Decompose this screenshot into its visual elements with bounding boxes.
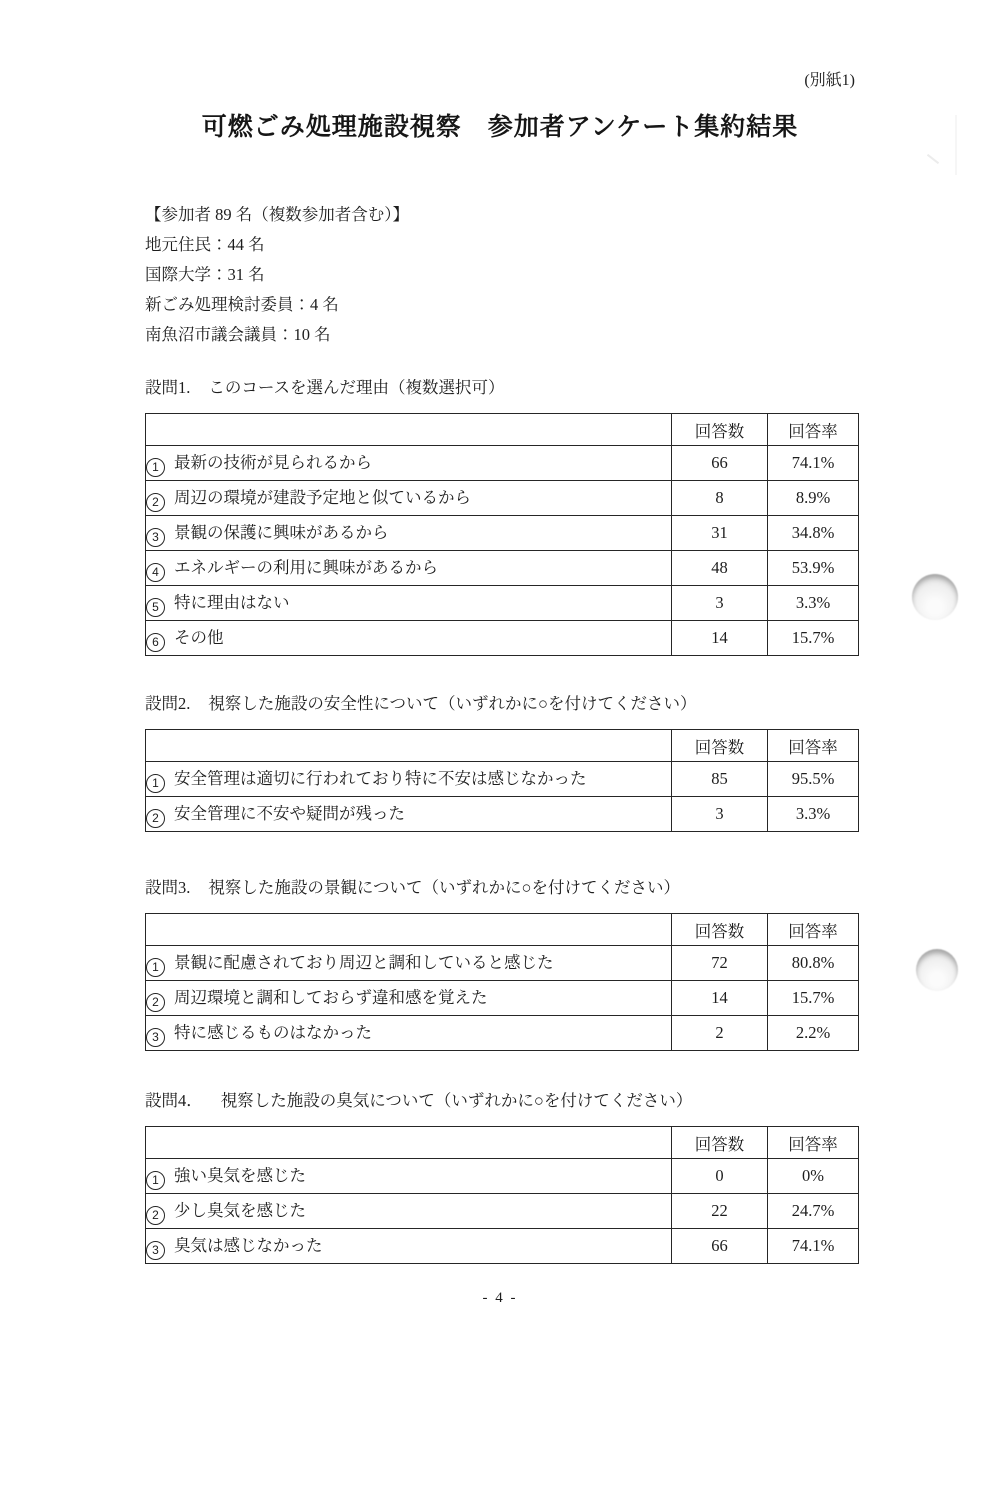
answer-item-cell: [146, 1159, 672, 1194]
header-rate-cell: 回答率: [768, 730, 859, 762]
answer-item-cell: [146, 621, 672, 656]
answer-text: 周辺の環境が建設予定地と似ているから: [174, 488, 471, 508]
answer-text: その他: [174, 628, 224, 648]
answer-rate-cell: 24.7%: [768, 1194, 859, 1229]
table-row: [146, 1194, 859, 1229]
table-row: [146, 762, 859, 797]
circled-number: 3: [146, 1241, 165, 1260]
circled-number: 5: [146, 598, 165, 617]
table-row: [146, 1016, 859, 1051]
answer-rate-cell: 80.8%: [768, 946, 859, 981]
header-item-cell: [146, 414, 672, 446]
table-row: [146, 586, 859, 621]
answer-count-cell: 3: [672, 586, 768, 621]
circled-number: 6: [146, 633, 165, 652]
header-count-cell: 回答数: [672, 1127, 768, 1159]
answer-item-cell: [146, 1016, 672, 1051]
answer-rate-cell: 74.1%: [768, 1229, 859, 1264]
answer-item-cell: [146, 1194, 672, 1229]
question-3-table: [145, 913, 859, 1051]
question-block-4: [145, 1089, 855, 1264]
scan-scratch-mark: [927, 154, 939, 164]
answer-text: 安全管理は適切に行われており特に不安は感じなかった: [174, 769, 587, 789]
table-row: [146, 981, 859, 1016]
answer-rate-cell: 53.9%: [768, 551, 859, 586]
table-header-row: [146, 414, 859, 446]
header-count-cell: 回答数: [672, 914, 768, 946]
table-row: [146, 481, 859, 516]
scan-hole-punch-shadow: [916, 949, 958, 991]
question-2-heading: [145, 692, 855, 716]
circled-number: 4: [146, 563, 165, 582]
scanned-document: [0, 70, 1000, 1485]
answer-item-cell: [146, 981, 672, 1016]
table-row: [146, 1159, 859, 1194]
question-block-2: [145, 692, 855, 832]
answer-item-cell: [146, 797, 672, 832]
participants-summary: [145, 200, 855, 350]
participants-heading: 【参加者 89 名（複数参加者含む）】: [145, 205, 409, 224]
table-row: [146, 946, 859, 981]
question-4-heading: [145, 1089, 855, 1113]
page-title: 可燃ごみ処理施設視察 参加者アンケート集約結果: [201, 114, 799, 141]
answer-text: 臭気は感じなかった: [174, 1236, 323, 1256]
question-3-heading: [145, 876, 855, 900]
question-3-title: 視察した施設の景観について（いずれかに○を付けてください）: [208, 878, 681, 897]
header-item-cell: [146, 730, 672, 762]
scan-hole-punch-shadow: [912, 574, 958, 620]
circled-number: 2: [146, 993, 165, 1012]
answer-count-cell: 31: [672, 516, 768, 551]
answer-count-cell: 72: [672, 946, 768, 981]
question-2-label: 設問2.: [145, 694, 191, 713]
question-2-table: [145, 729, 859, 832]
answer-item-cell: [146, 516, 672, 551]
answer-count-cell: 22: [672, 1194, 768, 1229]
answer-rate-cell: 15.7%: [768, 621, 859, 656]
table-row: [146, 446, 859, 481]
table-header-row: [146, 914, 859, 946]
page-number: - 4 -: [482, 1290, 518, 1306]
answer-count-cell: 66: [672, 1229, 768, 1264]
answer-text: エネルギーの利用に興味があるから: [174, 558, 438, 578]
answer-count-cell: 0: [672, 1159, 768, 1194]
circled-number: 1: [146, 774, 165, 793]
table-row: [146, 621, 859, 656]
answer-text: 最新の技術が見られるから: [174, 453, 372, 473]
circled-number: 1: [146, 1171, 165, 1190]
circled-number: 1: [146, 458, 165, 477]
answer-rate-cell: 8.9%: [768, 481, 859, 516]
answer-item-cell: [146, 1229, 672, 1264]
answer-text: 特に感じるものはなかった: [174, 1023, 372, 1043]
header-rate-cell: 回答率: [768, 1127, 859, 1159]
answer-item-cell: [146, 481, 672, 516]
answer-text: 周辺環境と調和しておらず違和感を覚えた: [174, 988, 488, 1008]
table-header-row: [146, 1127, 859, 1159]
question-4-table: [145, 1126, 859, 1264]
question-1-table: [145, 413, 859, 656]
header-count-cell: 回答数: [672, 414, 768, 446]
circled-number: 3: [146, 1028, 165, 1047]
question-4-title: 視察した施設の臭気について（いずれかに○を付けてください）: [220, 1091, 693, 1110]
answer-rate-cell: 34.8%: [768, 516, 859, 551]
answer-rate-cell: 3.3%: [768, 586, 859, 621]
circled-number: 2: [146, 1206, 165, 1225]
table-row: [146, 551, 859, 586]
circled-number: 1: [146, 958, 165, 977]
answer-text: 強い臭気を感じた: [174, 1166, 306, 1186]
question-1-label: 設問1.: [145, 378, 191, 397]
answer-item-cell: [146, 551, 672, 586]
participants-line-committee: 新ごみ処理検討委員：4 名: [145, 295, 339, 314]
answer-count-cell: 3: [672, 797, 768, 832]
answer-text: 少し臭気を感じた: [174, 1201, 306, 1221]
circled-number: 3: [146, 528, 165, 547]
answer-item-cell: [146, 586, 672, 621]
question-3-label: 設問3.: [145, 878, 191, 897]
attachment-label: (別紙1): [804, 72, 855, 89]
circled-number: 2: [146, 809, 165, 828]
circled-number: 2: [146, 493, 165, 512]
header-item-cell: [146, 1127, 672, 1159]
document-content: [145, 70, 855, 1307]
table-row: [146, 797, 859, 832]
header-count-cell: 回答数: [672, 730, 768, 762]
answer-count-cell: 85: [672, 762, 768, 797]
answer-text: 安全管理に不安や疑問が残った: [174, 804, 405, 824]
answer-count-cell: 8: [672, 481, 768, 516]
question-block-1: [145, 376, 855, 656]
participants-line-local-residents: 地元住民：44 名: [145, 235, 265, 254]
answer-item-cell: [146, 446, 672, 481]
answer-rate-cell: 0%: [768, 1159, 859, 1194]
header-rate-cell: 回答率: [768, 914, 859, 946]
answer-item-cell: [146, 762, 672, 797]
scan-scratch-mark: [955, 115, 957, 175]
answer-text: 景観の保護に興味があるから: [174, 523, 389, 543]
answer-count-cell: 14: [672, 621, 768, 656]
question-1-title: このコースを選んだ理由（複数選択可）: [208, 378, 505, 397]
header-rate-cell: 回答率: [768, 414, 859, 446]
answer-rate-cell: 2.2%: [768, 1016, 859, 1051]
question-1-heading: [145, 376, 855, 400]
answer-rate-cell: 74.1%: [768, 446, 859, 481]
answer-count-cell: 14: [672, 981, 768, 1016]
answer-rate-cell: 15.7%: [768, 981, 859, 1016]
question-2-title: 視察した施設の安全性について（いずれかに○を付けてください）: [208, 694, 697, 713]
answer-count-cell: 2: [672, 1016, 768, 1051]
table-row: [146, 1229, 859, 1264]
question-4-label: 設問4．: [145, 1091, 203, 1110]
table-row: [146, 516, 859, 551]
participants-line-council: 南魚沼市議会議員：10 名: [145, 325, 331, 344]
table-header-row: [146, 730, 859, 762]
participants-line-university: 国際大学：31 名: [145, 265, 265, 284]
question-block-3: [145, 876, 855, 1051]
answer-count-cell: 66: [672, 446, 768, 481]
answer-rate-cell: 95.5%: [768, 762, 859, 797]
answer-text: 特に理由はない: [174, 593, 290, 613]
answer-text: 景観に配慮されており周辺と調和していると感じた: [174, 953, 554, 973]
answer-rate-cell: 3.3%: [768, 797, 859, 832]
header-item-cell: [146, 914, 672, 946]
answer-count-cell: 48: [672, 551, 768, 586]
answer-item-cell: [146, 946, 672, 981]
